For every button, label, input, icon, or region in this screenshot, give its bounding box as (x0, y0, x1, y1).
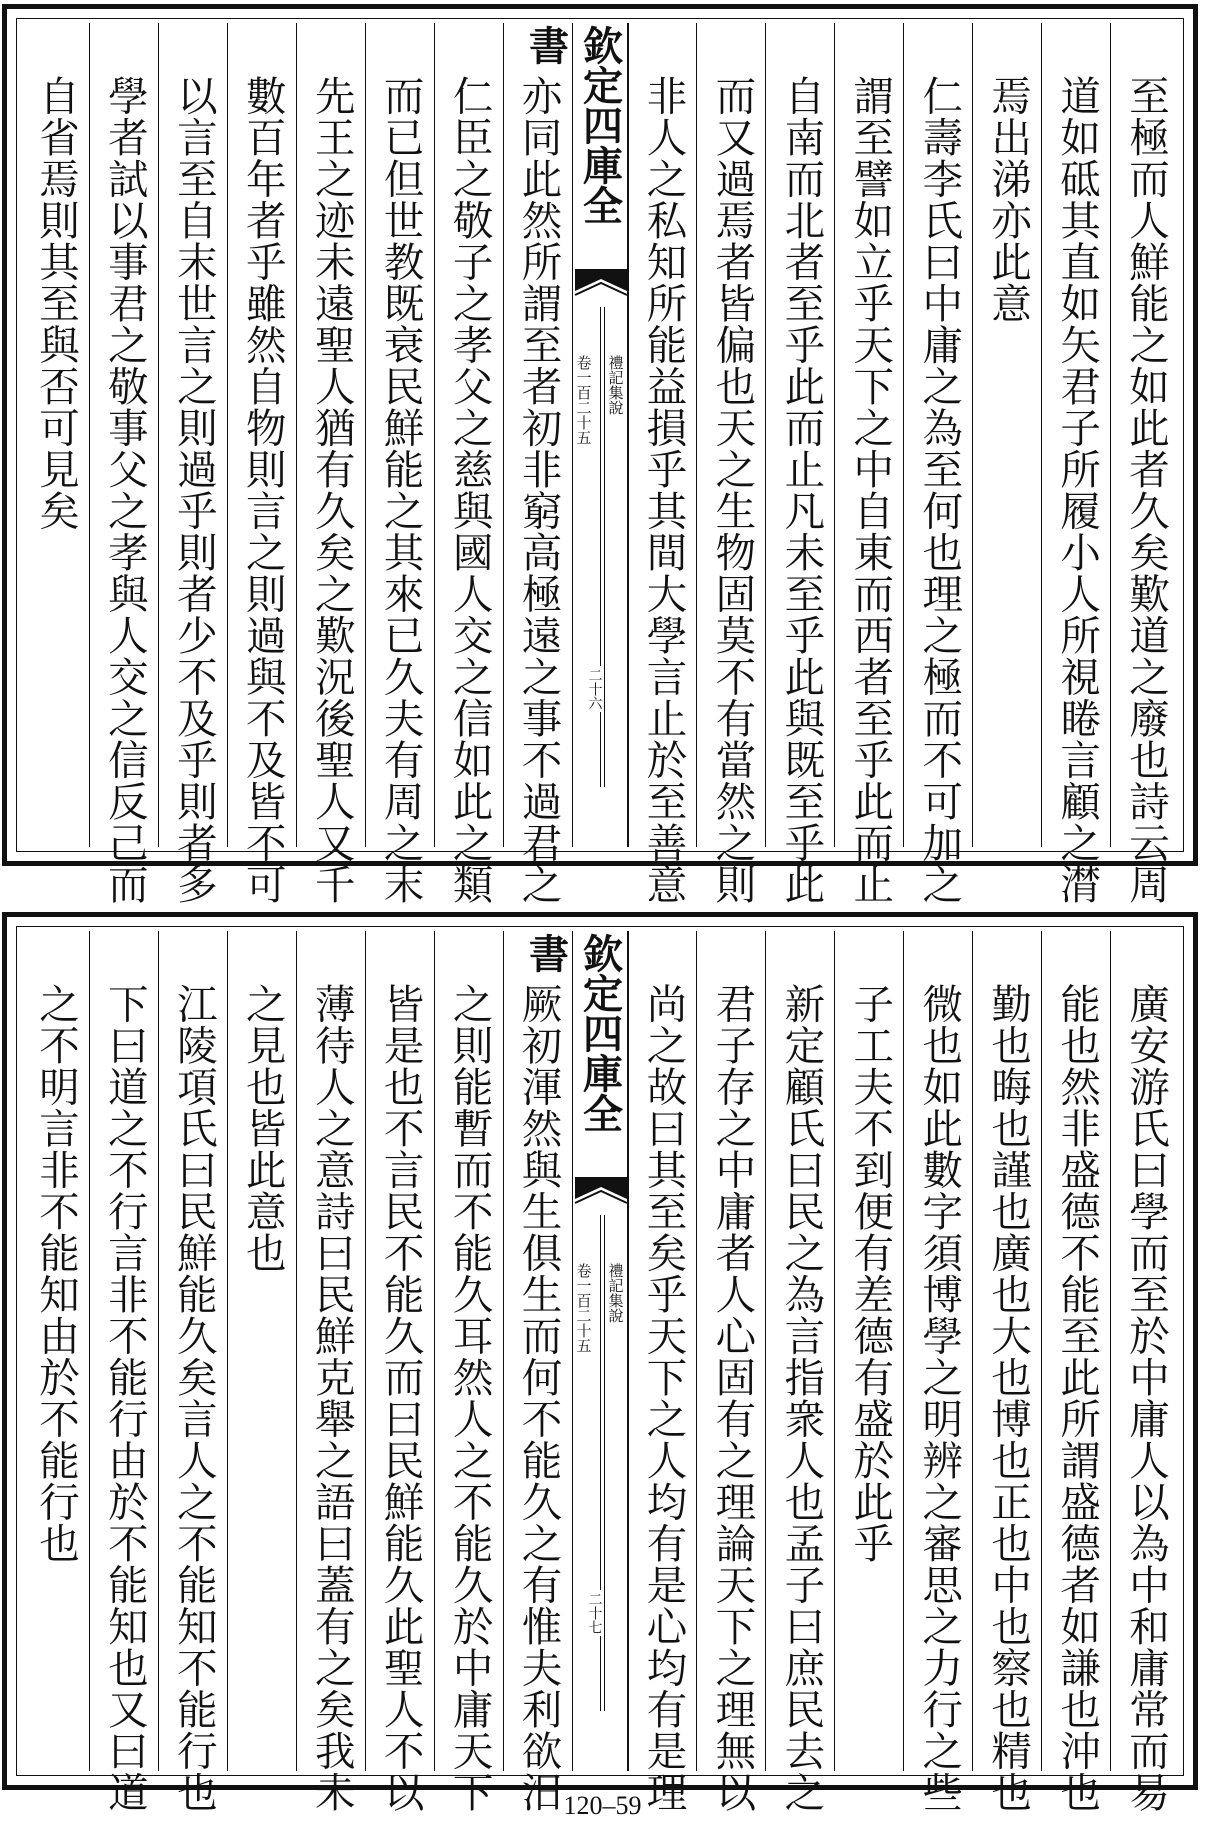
text-column: 皆是也不言民不能久而曰民鮮能久此聖人不以 (365, 931, 434, 1771)
text-column: 微也如此數字須博學之明辨之審思之力行之些 (903, 931, 972, 1771)
text-column: 而已但世教既衰民鮮能之其來已久夫有周之末 (365, 23, 434, 847)
text-column: 自南而北者至乎此而止凡未至乎此與既至乎此 (765, 23, 834, 847)
text-column: 謂至譬如立乎天下之中自東而西者至乎此而止 (834, 23, 903, 847)
book-title: 禮記集說 (606, 1263, 625, 1323)
fishtail-mark-icon (573, 1173, 629, 1213)
gutter-rule (600, 307, 602, 787)
folio-number: 二十六 (586, 668, 603, 710)
text-column: 學者試以事君之敬事父之孝與人交之信反己而 (89, 23, 158, 847)
text-column: 數百年者乎雖然自物則言之則過與不及皆不可 (227, 23, 296, 847)
text-column: 先王之迹未遠聖人猶有久矣之歎況後聖人又千 (296, 23, 365, 847)
page-footer-number: 120–59 (563, 1791, 642, 1820)
text-column: 非人之私知所能益損乎其間大學言止於至善意 (628, 23, 697, 847)
text-column: 新定顧氏曰民之為言指衆人也孟子曰庶民去之 (765, 931, 834, 1771)
text-column: 下曰道之不行言非不能行由於不能知也又曰道 (89, 931, 158, 1771)
text-column: 亦同此然所謂至者初非窮高極遠之事不過君之 (503, 23, 572, 847)
text-column: 之見也皆此意也 (227, 931, 296, 1771)
volume-label: 卷一百二十五 (574, 355, 593, 445)
text-column: 自省焉則其至與否可見矣 (31, 75, 80, 532)
collection-title: 欽定四庫全書 (522, 933, 624, 1133)
text-column: 能也然非盛德不能至此所謂盛德者如謙也沖也 (1041, 931, 1110, 1771)
text-column: 勤也晦也謹也廣也大也博也正也中也察也精也 (972, 931, 1041, 1771)
text-column: 江陵項氏曰民鮮能久矣言人之不能知不能行也 (158, 931, 227, 1771)
text-column: 尚之故曰其至矣乎天下之人均有是心均有是理 (628, 931, 697, 1771)
text-column: 君子存之中庸者人心固有之理論天下之理無以 (696, 931, 765, 1771)
text-column: 厥初渾然與生俱生而何不能久之有惟夫利欲汨 (503, 931, 572, 1771)
text-column: 薄待人之意詩曰民鮮克舉之語曰蓋有之矣我未 (296, 931, 365, 1771)
folio-number: 二十七 (586, 1592, 603, 1634)
fishtail-mark-icon (573, 265, 629, 305)
text-column: 而又過焉者皆偏也天之生物固莫不有當然之則 (696, 23, 765, 847)
text-column: 焉出涕亦此意 (972, 23, 1041, 847)
gutter-rule (604, 1215, 605, 1711)
text-column: 以言至自末世言之則過乎則者少不及乎則者多 (158, 23, 227, 847)
gutter-rule (604, 307, 605, 787)
text-column: 道如砥其直如矢君子所履小人所視睠言顧之潸 (1041, 23, 1110, 847)
upper-page (2, 4, 1198, 905)
gutter-rule (600, 1215, 602, 1711)
collection-title: 欽定四庫全書 (522, 25, 624, 225)
text-column: 之不明言非不能知由於不能行也 (31, 983, 80, 1564)
text-column: 子工夫不到便有差德有盛於此乎 (834, 931, 903, 1771)
volume-label: 卷一百二十五 (574, 1263, 593, 1353)
book-title: 禮記集說 (606, 355, 625, 415)
text-column: 仁臣之敬子之孝父之慈與國人交之信如此之類 (434, 23, 503, 847)
text-column: 之則能暫而不能久耳然人之不能久於中庸天下 (434, 931, 503, 1771)
text-column: 廣安游氏曰學而至於中庸人以為中和庸常而易 (1110, 931, 1179, 1771)
text-column: 至極而人鮮能之如此者久矣歎道之廢也詩云周 (1110, 23, 1179, 847)
upper-page-columns (21, 23, 1179, 905)
text-column: 仁壽李氏曰中庸之為至何也理之極而不可加之 (903, 23, 972, 847)
